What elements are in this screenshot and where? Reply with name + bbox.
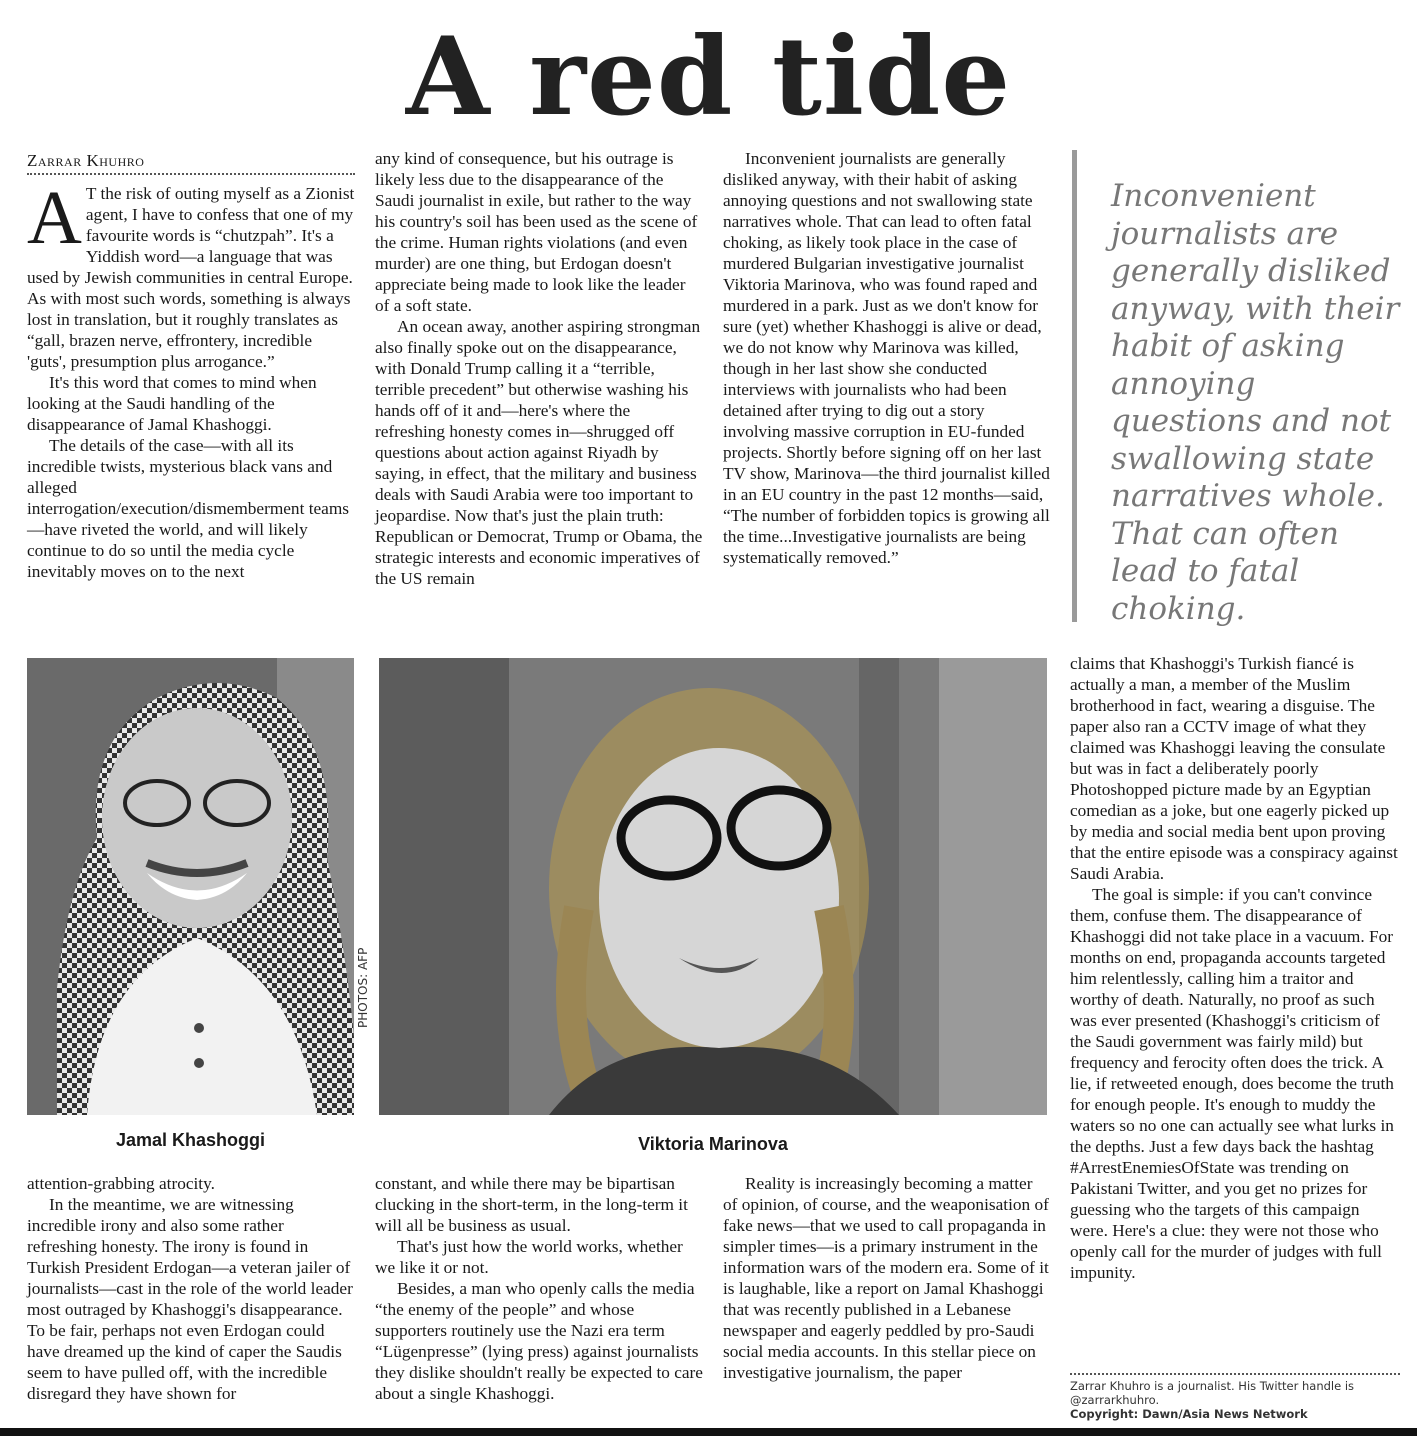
paragraph: The goal is simple: if you can't convince them, confuse them. The disappearance of Khashoggi did not take place in a vacuum. For months on end, propaganda accounts targeted him relentlessly, calling him a traitor and worthy of death. Naturally, no proof as such was ever presented (Khashoggi's criticism of the Saudi government was fairly mild) but frequency and ferocity often does the trick. A lie, if retweeted enough, does become the truth for enough people. It's enough to muddy the waters so no one can actually see what lurks in the depths. Just a few days back the hashtag #ArrestEnemiesOfState was trending on Pakistani Twitter, and you get no prizes for guessing who the targets of this campaign were. Here's a clue: they were not those who openly call for the murder of judges with full impunity. xyxy=(1070,885,1394,1282)
article-column-1-top xyxy=(27,150,355,582)
paragraph: Inconvenient journalists are generally disliked anyway, with their habit of asking annoying questions and not swallowing state narratives whole. That can lead to often fatal choking, as likely took place in the case of murdered Bulgarian investigative journalist Viktoria Marinova, who was found raped and murdered in a park. Just as we don't know for sure (yet) whether Khashoggi is alive or dead, we do not know why Marinova was killed, though in her last show she conducted interviews with journalists who had been detained after trying to dig out a story involving massive corruption in EU-funded projects. Shortly before signing off on her last TV show, Marinova—the third journalist killed in an EU country in the past 12 months—said, “The number of forbidden topics is growing all the time...Investigative journalists are being systematically removed.” xyxy=(723,149,1050,567)
copyright: Copyright: Dawn/Asia News Network xyxy=(1070,1407,1308,1421)
paragraph: Reality is increasingly becoming a matter of opinion, of course, and the weaponisation of fake news—that we used to call propaganda in simpler times—is a primary instrument in the information wars of the modern era. Some of it is laughable, like a report on Jamal Khashoggi that was recently published in a Lebanese newspaper and eagerly peddled by pro-Saudi social media accounts. In this stellar piece on investigative journalism, the paper xyxy=(723,1174,1049,1382)
paragraph: attention-grabbing atrocity. xyxy=(27,1174,215,1193)
paragraph: claims that Khashoggi's Turkish fiancé is actually a man, a member of the Muslim brotherhood in fact, wearing a disguise. The paper also ran a CCTV image of what they claimed was Khashoggi leaving the consulate but was in fact a deliberately poorly Photoshopped picture made by an Egyptian comedian as a joke, but one eagerly picked up by media and social media bent upon proving that the entire episode was a conspiracy against Saudi Arabia. xyxy=(1070,654,1398,883)
article-column-1-bottom xyxy=(27,1173,355,1404)
paragraph: An ocean away, another aspiring strongman also finally spoke out on the disappearance, with Donald Trump calling it a “terrible, terrible precedent” but otherwise washing his hands off of it and—here's where the refreshing honesty comes in—shrugged off questions about action against Riyadh by saying, in effect, that the military and business deals with Saudi Arabia were too important to jeopardise. Now that's just the plain truth: Republican or Democrat, Trump or Obama, the strategic interests and economic imperatives of the US remain xyxy=(375,317,703,588)
article-column-2-bottom xyxy=(375,1173,703,1404)
photo-credit: PHOTOS: AFP xyxy=(356,947,370,1028)
article-column-2-top xyxy=(375,148,703,589)
headline: A red tide xyxy=(405,14,1012,140)
byline: Zarrar Khuhro xyxy=(27,150,355,175)
drop-cap: A xyxy=(27,176,82,260)
photo-jamal-khashoggi xyxy=(27,658,354,1115)
paragraph xyxy=(27,176,355,372)
pull-quote xyxy=(1072,150,1407,627)
photo-caption-left: Jamal Khashoggi xyxy=(115,1130,266,1150)
portrait-illustration xyxy=(379,658,1047,1115)
page-bottom-rule xyxy=(0,1428,1417,1436)
photo-viktoria-marinova xyxy=(379,658,1047,1115)
paragraph: any kind of consequence, but his outrage is likely less due to the disappearance of the Saudi journalist in exile, but rather to the way his country's soil has been used as the scene of the crime. Human rights violations (and even murder) are one thing, but Erdogan doesn't appreciate being made to look like the leader of a soft state. xyxy=(375,149,698,315)
paragraph: constant, and while there may be bipartisan clucking in the short-term, in the long-term it will all be business as usual. xyxy=(375,1174,688,1235)
photo-caption-right: Viktoria Marinova xyxy=(638,1134,788,1154)
article-column-3-top xyxy=(723,148,1051,568)
paragraph: It's this word that comes to mind when looking at the Saudi handling of the disappearance of Jamal Khashoggi. xyxy=(27,373,317,434)
paragraph: That's just how the world works, whether we like it or not. xyxy=(375,1237,683,1277)
portrait-illustration xyxy=(27,658,354,1115)
paragraph: Besides, a man who openly calls the media “the enemy of the people” and whose supporters routinely use the Nazi era term “Lügenpresse” (lying press) against journalists they dislike shouldn't really be expected to care about a single Khashoggi. xyxy=(375,1279,703,1403)
paragraph-text: T the risk of outing myself as a Zionist agent, I have to confess that one of my favourite words is “chutzpah”. It's a Yiddish word—a language that was used by Jewish communities in central Europe. As with most such words, something is always lost in translation, but it roughly translates as “gall, brazen nerve, effrontery, incredible 'guts', presumption plus arrogance.” xyxy=(27,184,355,371)
pull-quote-text: Inconvenient journalists are generally disliked anyway, with their habit of asking annoying questions and not swallowing state narratives whole. That can often lead to fatal choking. xyxy=(1111,178,1400,627)
paragraph: The details of the case—with all its incredible twists, mysterious black vans and alleged interrogation/execution/dismemberment teams—have riveted the world, and will likely continue to do so until the media cycle inevitably moves on to the next xyxy=(27,436,350,581)
article-column-3-bottom xyxy=(723,1173,1051,1383)
paragraph: In the meantime, we are witnessing incredible irony and also some rather refreshing honesty. The irony is found in Turkish President Erdogan—a veteran jailer of journalists—cast in the role of the world leader most outraged by Khashoggi's disappearance. To be fair, perhaps not even Erdogan could have dreamed up the kind of caper the Saudis seem to have pulled off, with the incredible disregard they have shown for xyxy=(27,1195,353,1403)
author-bio-text: Zarrar Khuhro is a journalist. His Twitter handle is @zarrarkhuhro. xyxy=(1070,1379,1355,1407)
article-column-4 xyxy=(1070,653,1400,1283)
author-bio xyxy=(1070,1373,1400,1421)
